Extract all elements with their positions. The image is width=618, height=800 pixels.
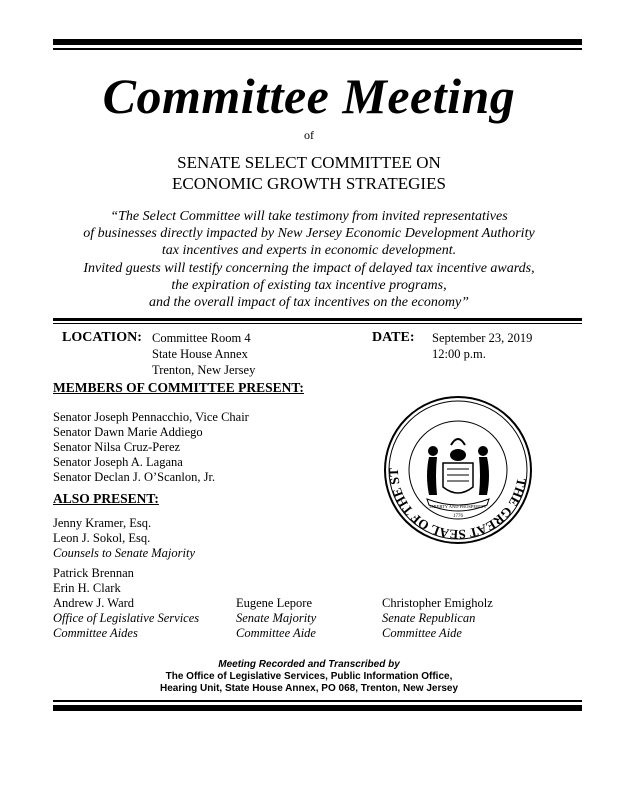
committee-name-line1: SENATE SELECT COMMITTEE ON: [177, 153, 441, 172]
location-value: [152, 330, 255, 378]
location-label: LOCATION:: [62, 330, 142, 345]
seal-text: THE GREAT SEAL OF THE ST: [385, 468, 530, 543]
time-line: 12:00 p.m.: [432, 347, 486, 361]
aide-role: Office of Legislative Services: [53, 611, 200, 625]
purpose-line: and the overall impact of tax incentives on the economy”: [149, 295, 469, 311]
top-rule-thick: [53, 39, 582, 45]
counsel-name: Jenny Kramer, Esq.: [53, 516, 152, 530]
also-present-heading: ALSO PRESENT:: [53, 491, 159, 506]
aides-left: [53, 566, 199, 641]
counsel-role: Counsels to Senate Majority: [53, 546, 195, 560]
aide-name: Christopher Emigholz: [382, 596, 493, 610]
aide-name: Patrick Brennan: [53, 566, 134, 580]
committee-name: [0, 152, 618, 194]
location-line: Committee Room 4: [152, 331, 251, 345]
date-value: [432, 330, 532, 362]
aide-name: Eugene Lepore: [236, 596, 313, 610]
date-line: September 23, 2019: [432, 331, 533, 345]
footer-line: Hearing Unit, State House Annex, PO 068, Trenton, New Jersey: [159, 683, 459, 694]
committee-name-line2: ECONOMIC GROWTH STRATEGIES: [172, 174, 446, 193]
members-heading: MEMBERS OF COMMITTEE PRESENT:: [53, 380, 304, 395]
purpose-line: of businesses directly impacted by New Jersey Economic Development Authority: [83, 226, 535, 242]
top-rule-thin: [53, 48, 582, 50]
counsel-list: [53, 516, 195, 561]
of-label: of: [304, 128, 314, 142]
page-title: Committee Meeting: [102, 68, 516, 124]
purpose-line: Invited guests will testify concerning the impact of delayed tax incentive awards,: [83, 260, 535, 276]
seal-ribbon: LIBERTY AND PROSPERITY: [429, 504, 487, 509]
middle-rule-thin: [53, 323, 582, 324]
aide-role: Senate Majority: [236, 611, 317, 625]
footer-line: Meeting Recorded and Transcribed by: [218, 659, 400, 670]
aide-name: Erin H. Clark: [53, 581, 121, 595]
aide-role: Committee Aide: [382, 626, 462, 640]
purpose-line: tax incentives and experts in economic development.: [161, 243, 457, 259]
footer-line: The Office of Legislative Services, Public Information Office,: [165, 671, 453, 682]
date-label: DATE:: [372, 330, 415, 345]
meeting-purpose: [40, 208, 578, 311]
middle-rule-thick: [53, 318, 582, 321]
purpose-line: “The Select Committee will take testimony from invited representatives: [110, 209, 508, 224]
aides-middle: [236, 596, 316, 641]
state-seal-icon: [383, 395, 533, 545]
bottom-rule-thin: [53, 700, 582, 702]
seal-year: 1776: [453, 514, 463, 519]
footer-credit: [0, 659, 618, 695]
counsel-name: Leon J. Sokol, Esq.: [53, 531, 151, 545]
aides-right: [382, 596, 493, 641]
aide-role: Committee Aide: [236, 626, 316, 640]
aide-role: Senate Republican: [382, 611, 476, 625]
purpose-line: the expiration of existing tax incentive programs,: [171, 277, 447, 293]
member-name: Senator Joseph A. Lagana: [53, 455, 183, 469]
aide-name: Andrew J. Ward: [53, 596, 135, 610]
member-name: Senator Joseph Pennacchio, Vice Chair: [53, 410, 249, 424]
member-name: Senator Dawn Marie Addiego: [53, 425, 203, 439]
member-name: Senator Nilsa Cruz-Perez: [53, 440, 181, 454]
members-list: [53, 410, 249, 485]
location-line: State House Annex: [152, 347, 248, 361]
aide-role: Committee Aides: [53, 626, 138, 640]
location-line: Trenton, New Jersey: [152, 363, 256, 377]
member-name: Senator Declan J. O’Scanlon, Jr.: [53, 470, 216, 484]
bottom-rule-thick: [53, 705, 582, 711]
